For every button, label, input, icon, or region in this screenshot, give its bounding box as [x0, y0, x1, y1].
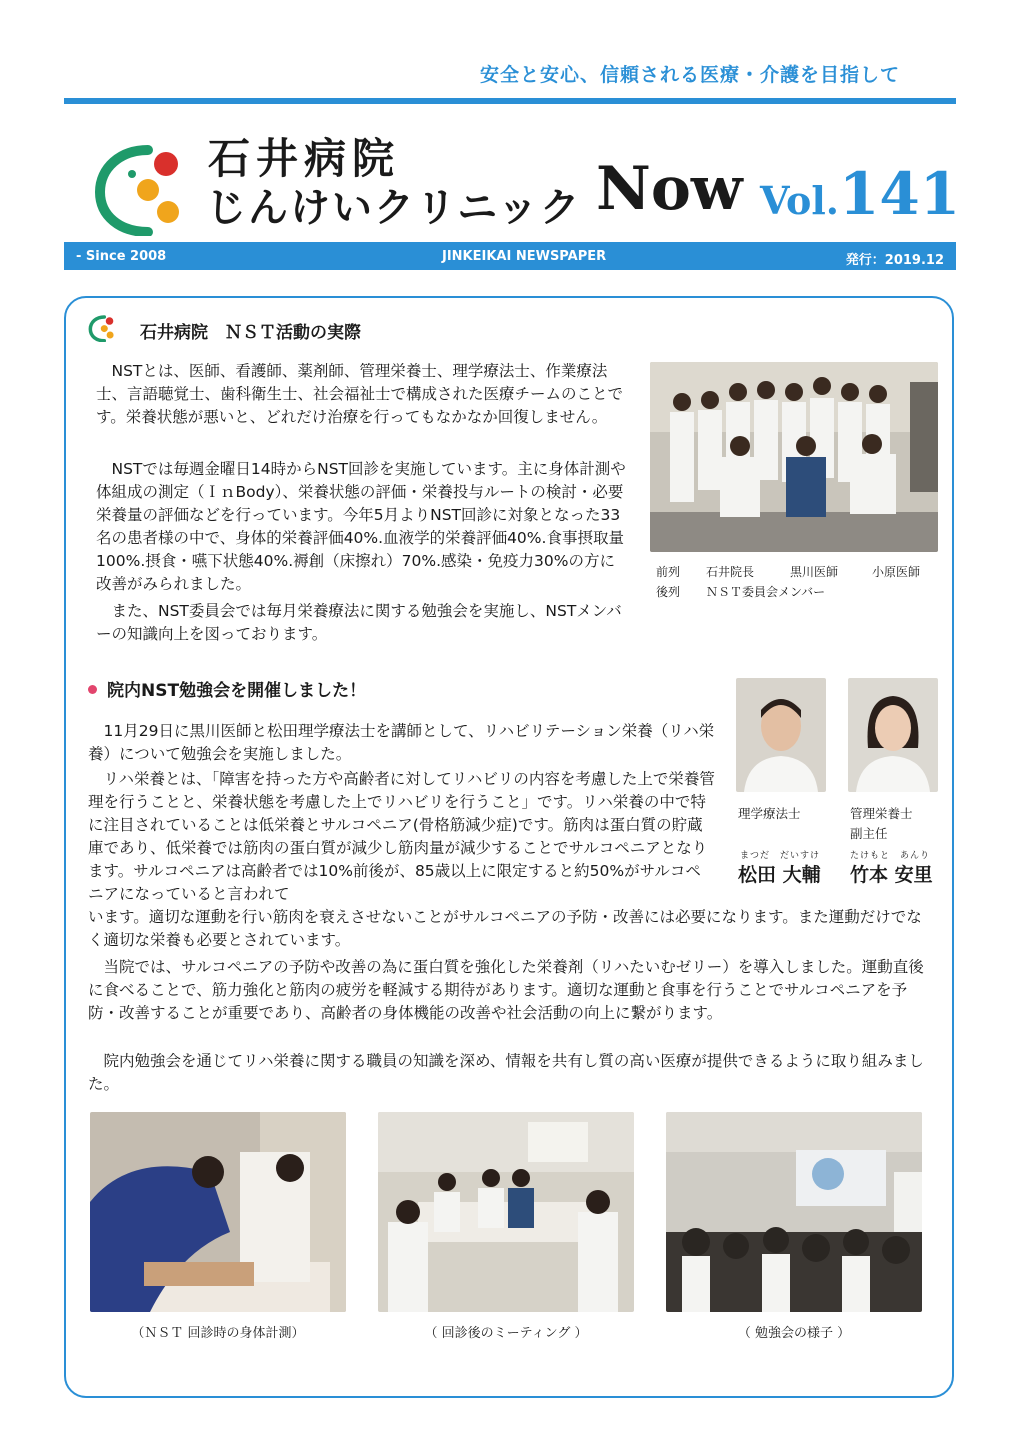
caption-front-1: 石井院長 — [706, 565, 755, 579]
caption-back-label: 後列 — [656, 585, 681, 599]
issue-date: 発行：2019.12 — [845, 253, 944, 268]
section2-title — [88, 676, 366, 701]
newspaper-name: JINKEIKAI NEWSPAPER — [442, 249, 607, 264]
section1-paragraph-2: NSTでは毎週金曜日14時からNST回診を実施しています。主に身体計測や体組成の測定（ＩｎBody）、栄養状態の評価・栄養投与ルートの検討・必要栄養量の評価などを行っています。今年5月よりNST回診に対象となった33名の患者様の中で、身体的栄養評価40%.血液学的栄養評価40%.食事摂取量100%.摂食・嚥下状態40%.褥創（床擦れ）70%.感染・免疫力30%の方に改善がみられました。 — [96, 460, 626, 593]
volume — [760, 160, 960, 228]
top-rule — [64, 98, 956, 104]
staff-role-takemoto: 管理栄養士 — [850, 806, 913, 821]
section1-paragraph-1: NSTとは、医師、看護師、薬剤師、管理栄養士、理学療法士、作業療法士、言語聴覚士、歯科衛生士、社会福祉士で構成された医療チームのことです。栄養状態が悪いと、どれだけ治療を行ってもなかなか回復しません。 — [96, 362, 624, 426]
caption-photo-3: （ 勉強会の様子 ） — [737, 1326, 851, 1341]
group-photo-caption — [656, 562, 920, 602]
since-text: - Since 2008 — [76, 249, 167, 264]
photo-meeting — [378, 1112, 634, 1312]
volume-label: Vol. — [760, 178, 840, 223]
clinic-name: じんけいクリニック — [206, 184, 582, 231]
caption-front-label: 前列 — [656, 565, 681, 579]
section1-title: 石井病院 ＮＳＴ活動の実際 — [140, 323, 361, 343]
photo-study-session — [666, 1112, 922, 1312]
staff-role2-takemoto: 副主任 — [850, 826, 888, 841]
hospital-name: 石井病院 — [208, 134, 401, 183]
volume-number: 141 — [839, 160, 961, 228]
section2-paragraph-3: 当院では、サルコペニアの予防や改善の為に蛋白質を強化した栄養剤（リハたいむゼリー）を導入しました。運動直後に食べることで、筋力強化と筋肉の疲労を軽減する期待があります。適切な運動と食事を行うことでサルコペニアを予防・改善することが重要であり、高齢者の身体機能の改善や社会活動の向上に繋がります。 — [88, 958, 924, 1022]
staff-photo-matsuda — [736, 678, 826, 792]
staff-role-matsuda: 理学療法士 — [738, 806, 801, 821]
caption-front-2: 黒川医師 — [790, 565, 839, 579]
section2-paragraph-4: 院内勉強会を通じてリハ栄養に関する職員の知識を深め、情報を共有し質の高い医療が提供できるように取り組みました。 — [88, 1052, 924, 1093]
section2-title-text: 院内NST勉強会を開催しました！ — [107, 681, 367, 701]
header-band — [64, 242, 956, 270]
bullet-dot-icon — [88, 685, 97, 694]
section1-paragraph-3: また、NST委員会では毎月栄養療法に関する勉強会を実施し、NSTメンバーの知識向上を図っております。 — [96, 602, 622, 643]
caption-photo-1: （ＮＳＴ 回診時の身体計測） — [131, 1326, 305, 1341]
caption-back-1: ＮＳＴ委員会メンバー — [706, 585, 826, 599]
section2-paragraph-1: 11月29日に黒川医師と松田理学療法士を講師として、リハビリテーション栄養（リハ栄養）について勉強会を実施しました。 — [88, 722, 715, 763]
tagline: 安全と安心、信頼される医療・介護を目指して — [480, 64, 901, 86]
now-title: Now — [596, 154, 743, 224]
section2-paragraph-2b: います。適切な運動を行い筋肉を衰えさせないことがサルコペニアの予防・改善には必要になります。また運動だけでなく適切な栄養も必要とされています。 — [88, 908, 922, 949]
photo-body-measurement — [90, 1112, 346, 1312]
nst-group-photo — [650, 362, 938, 552]
staff-photo-takemoto — [848, 678, 938, 792]
hospital-logo-icon — [92, 140, 202, 236]
caption-front-3: 小原医師 — [872, 565, 921, 579]
staff-ruby-matsuda: まつだ だいすけ — [740, 851, 821, 861]
staff-ruby-takemoto: たけもと あんり — [850, 851, 931, 861]
staff-name-takemoto: 竹本 安里 — [850, 864, 933, 886]
section-logo-icon — [88, 314, 120, 342]
caption-photo-2: （ 回診後のミーティング ） — [424, 1326, 588, 1341]
staff-name-matsuda: 松田 大輔 — [738, 864, 821, 886]
section2-paragraph-2a: リハ栄養とは、「障害を持った方や高齢者に対してリハビリの内容を考慮した上で栄養管理を行うことと、栄養状態を考慮した上でリハビリを行うこと」です。リハ栄養の中で特に注目されていることは低栄養とサルコペニア(骨格筋減少症)です。筋肉は蛋白質の貯蔵庫であり、低栄養では筋肉の蛋白質が減少し筋肉量が減少することでサルコペニアとなります。サルコペニアは高齢者では10%前後が、85歳以上に限定すると約50%がサルコペニアになっていると言われて — [88, 770, 715, 903]
